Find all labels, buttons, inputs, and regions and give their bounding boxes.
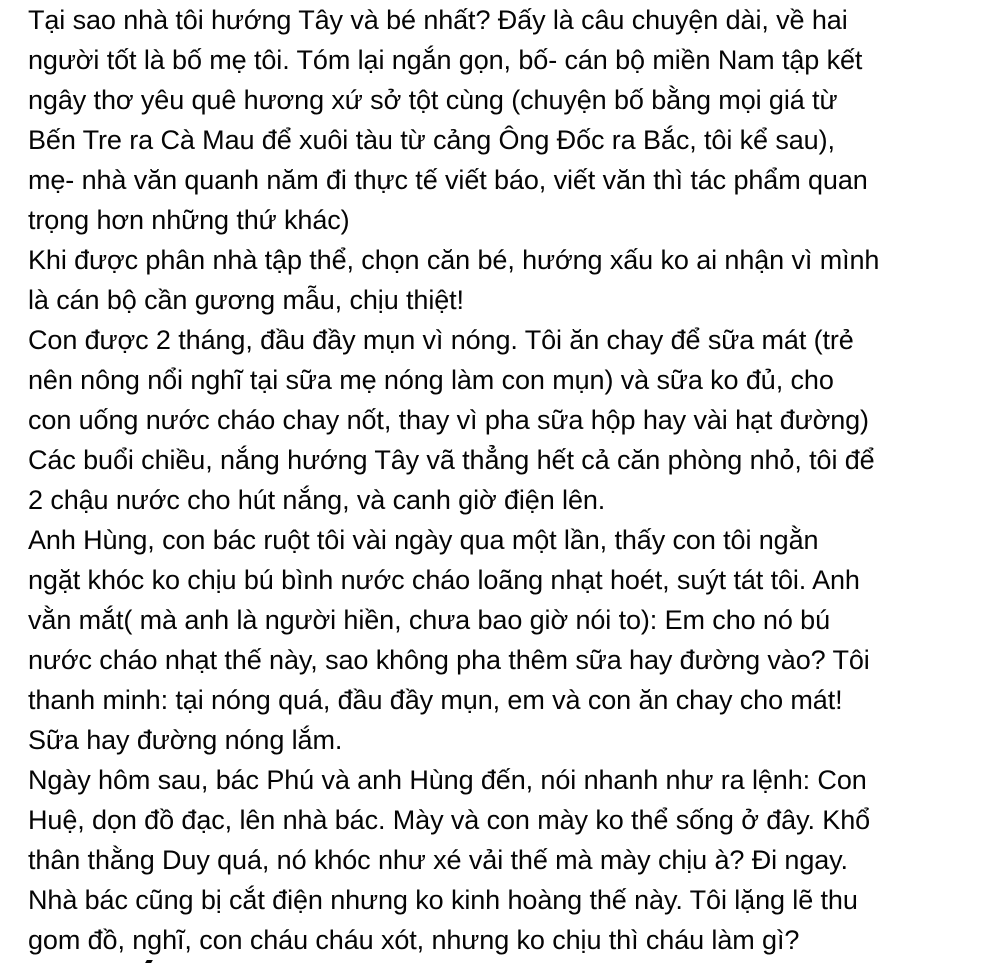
text-line-3: ngây thơ yêu quê hương xứ sở tột cùng (chuyện bố bằng mọi giá từ [28, 85, 838, 115]
text-line-15: ngặt khóc ko chịu bú bình nước cháo loãng nhạt hoét, suýt tát tôi. Anh [28, 565, 860, 595]
text-line-11: con uống nước cháo chay nốt, thay vì pha sữa hộp hay vài hạt đường) [28, 405, 869, 435]
post-text [28, 0, 978, 960]
text-line-4: Bến Tre ra Cà Mau để xuôi tàu từ cảng Ông Đốc ra Bắc, tôi kể sau), [28, 125, 835, 155]
text-line-8: là cán bộ cần gương mẫu, chịu thiệt! [28, 285, 464, 315]
text-line-16: vằn mắt( mà anh là người hiền, chưa bao giờ nói to): Em cho nó bú [28, 605, 830, 635]
text-line-18: thanh minh: tại nóng quá, đầu đầy mụn, em và con ăn chay cho mát! [28, 685, 843, 715]
text-line-23: Nhà bác cũng bị cắt điện nhưng ko kinh hoàng thế này. Tôi lặng lẽ thu [28, 885, 858, 915]
text-line-17: nước cháo nhạt thế này, sao không pha thêm sữa hay đường vào? Tôi [28, 645, 870, 675]
text-line-7: Khi được phân nhà tập thể, chọn căn bé, hướng xấu ko ai nhận vì mình [28, 245, 880, 275]
text-line-24: gom đồ, nghĩ, con cháu cháu xót, nhưng ko chịu thì cháu làm gì? [28, 925, 800, 955]
text-line-12: Các buổi chiều, nắng hướng Tây vã thẳng hết cả căn phòng nhỏ, tôi để [28, 445, 875, 475]
text-line-9: Con được 2 tháng, đầu đầy mụn vì nóng. Tôi ăn chay để sữa mát (trẻ [28, 325, 854, 355]
text-line-2: người tốt là bố mẹ tôi. Tóm lại ngắn gọn, bố- cán bộ miền Nam tập kết [28, 45, 863, 75]
text-line-22: thân thằng Duy quá, nó khóc như xé vải thế mà mày chịu à? Đi ngay. [28, 845, 848, 875]
text-line-20: Ngày hôm sau, bác Phú và anh Hùng đến, nói nhanh như ra lệnh: Con [28, 765, 867, 795]
cutoff-glyph-fragment [140, 956, 158, 964]
text-line-10: nên nông nổi nghĩ tại sữa mẹ nóng làm con mụn) và sữa ko đủ, cho [28, 365, 834, 395]
text-line-5: mẹ- nhà văn quanh năm đi thực tế viết báo, viết văn thì tác phẩm quan [28, 165, 868, 195]
text-line-14: Anh Hùng, con bác ruột tôi vài ngày qua một lần, thấy con tôi ngằn [28, 525, 819, 555]
text-line-21: Huệ, dọn đồ đạc, lên nhà bác. Mày và con mày ko thể sống ở đây. Khổ [28, 805, 871, 835]
text-line-1: Tại sao nhà tôi hướng Tây và bé nhất? Đấy là câu chuyện dài, về hai [28, 5, 848, 35]
text-line-6: trọng hơn những thứ khác) [28, 205, 350, 235]
text-line-19: Sữa hay đường nóng lắm. [28, 725, 343, 755]
text-line-13: 2 chậu nước cho hút nắng, và canh giờ điện lên. [28, 485, 606, 515]
